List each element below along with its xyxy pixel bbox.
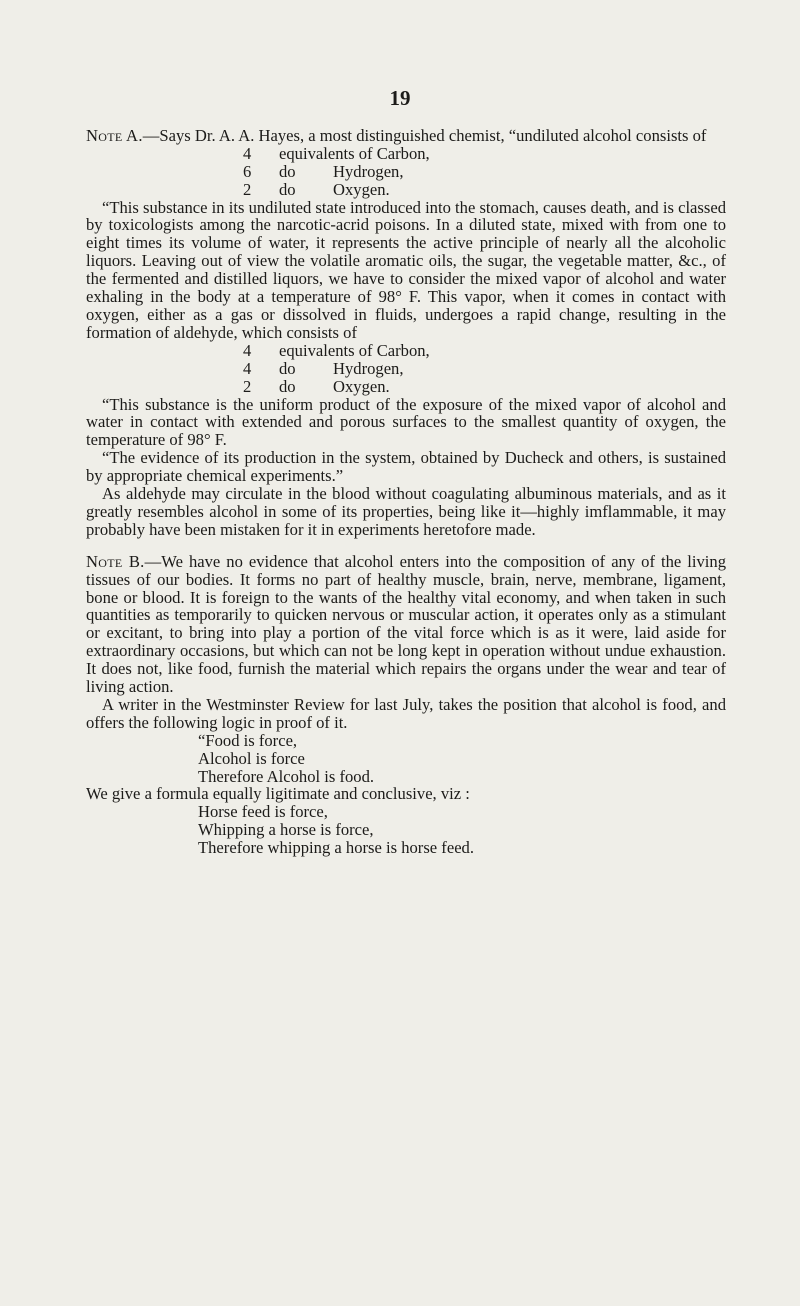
formula-row: 4 equivalents of Carbon,	[243, 143, 430, 163]
note-a-intro: Note A.—Says Dr. A. A. Hayes, a most distinguished chemist, “undiluted alcohol consists of	[86, 126, 707, 145]
formula-row: 2 do Oxygen.	[243, 376, 390, 396]
syllogism-food	[198, 732, 726, 786]
syllogism-line: Whipping a horse is force,	[198, 820, 374, 840]
note-a	[86, 127, 726, 857]
formula-alcohol	[243, 145, 726, 199]
formula-row: 6 do Hydrogen,	[243, 161, 404, 181]
syllogism-horse	[198, 803, 726, 857]
note-b-paragraph: We give a formula equally ligitimate and conclusive, viz :	[86, 784, 470, 804]
note-a-paragraph: “The evidence of its production in the system, obtained by Ducheck and others, is sustained by appropriate chemical experiments.”	[86, 448, 726, 486]
syllogism-line: Alcohol is force	[198, 748, 305, 768]
note-a-paragraph: “This substance is the uniform product of the exposure of the mixed vapor of alcohol and water in contact with extended and porous surfaces to the smallest quantity of oxygen, the temperature of 98° F.	[86, 394, 726, 450]
note-b-heading: Note B.	[86, 551, 145, 571]
note-b-paragraph: Note B.—We have no evidence that alcohol enters into the composition of any of the living tissues of our bodies. It forms no part of healthy muscle, brain, nerve, membrane, ligament, bone or blood. It is foreign to the wants of the healthy vital economy, and when taken in such quantities as temporarily to quicken nervous or muscular action, it operates only as a stimulant or excitant, to bring into play a portion of the vital force which is as it were, laid aside for extraordinary occasions, but which can not be long kept in operation without undue exhaustion. It does not, like food, furnish the material which repairs the organs under the wear and tear of living action.	[86, 551, 726, 697]
syllogism-line: “Food is force,	[198, 730, 298, 750]
formula-row: 4 do Hydrogen,	[243, 358, 404, 378]
section-gap	[86, 539, 726, 553]
formula-aldehyde	[243, 342, 726, 396]
page-number: 19	[389, 86, 411, 110]
syllogism-line: Horse feed is force,	[198, 802, 328, 822]
note-a-paragraph: “This substance in its undiluted state introduced into the stomach, causes death, and is classed by toxicologists among the narcotic-acrid poisons. In a diluted state, mixed with from one to eight times its volume of water, it represents the active principle of nearly all the alcoholic liquors. Leaving out of view the volatile aromatic oils, the sugar, the vegetable matter, &c., of the fermented and distilled liquors, we have to consider the mixed vapor of alcohol and water exhaling in the body at a temperature of 98° F. This vapor, when it comes in contact with oxygen, either as a gas or dissolved in fluids, undergoes a rapid change, resulting in the formation of aldehyde, which consists of	[86, 197, 726, 342]
syllogism-line: Therefore Alcohol is food.	[198, 766, 375, 786]
formula-row: 2 do Oxygen.	[243, 179, 390, 199]
note-a-heading: Note A.	[86, 126, 143, 145]
syllogism-line: Therefore whipping a horse is horse feed.	[198, 838, 475, 858]
note-a-paragraph: As aldehyde may circulate in the blood without coagulating albuminous materials, and as it greatly resembles alcohol in some of its properties, being like it—highly imflammable, it may probably have been mistaken for it in experiments heretofore made.	[86, 484, 726, 539]
formula-row: 4 equivalents of Carbon,	[243, 340, 430, 360]
note-b-paragraph: A writer in the Westminster Review for last July, takes the position that alcohol is food, and offers the following logic in proof of it.	[86, 695, 726, 732]
